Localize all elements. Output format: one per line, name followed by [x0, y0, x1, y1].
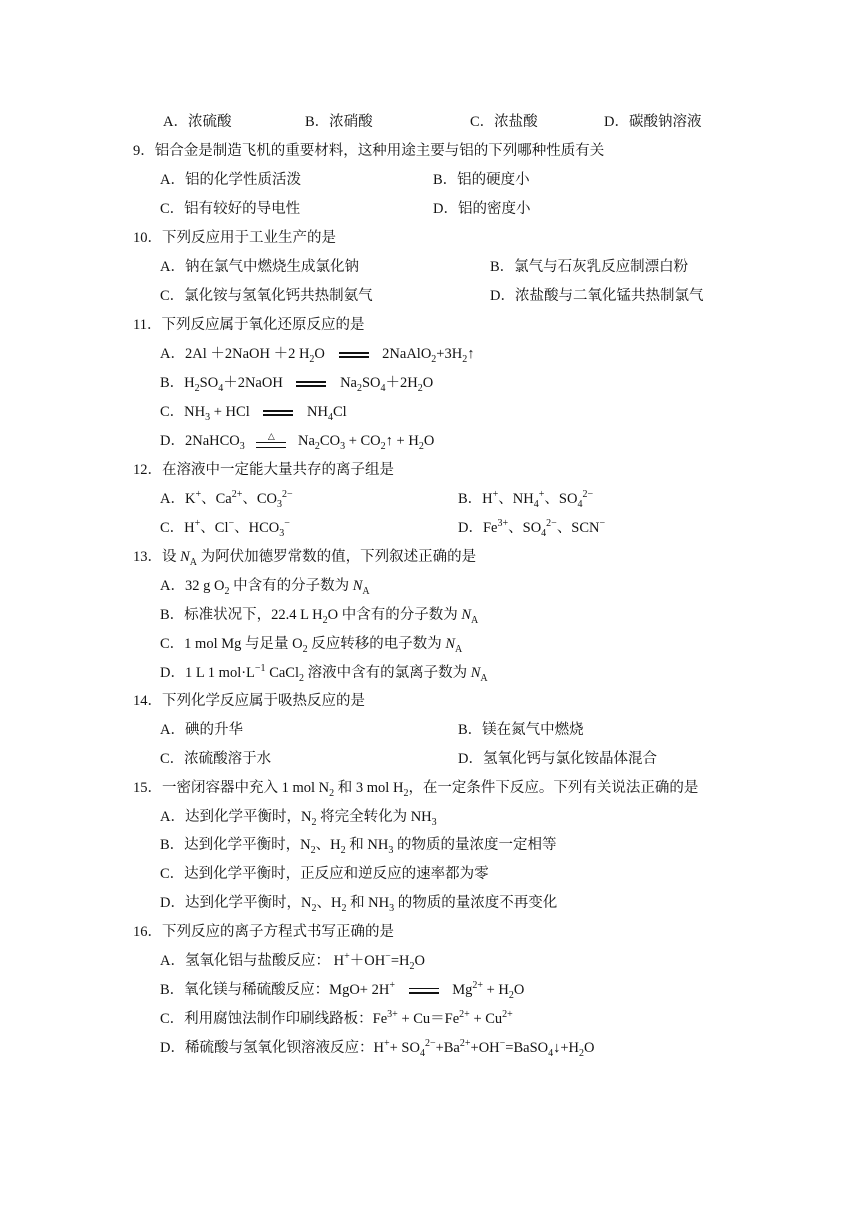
- q13-option-a: A．32 g $O_2$ 中含有的分子数为 $N_A$: [160, 578, 370, 597]
- q14-option-d: D．氢氧化钙与氯化铵晶体混合: [458, 751, 657, 767]
- q12-option-a: A．K+、$Ca^{2+}$、$CO_3^{2-}$: [160, 489, 293, 510]
- q16-option-b: B．氧化镁与稀硫酸反应：MgO+ 2H+ $Mg^{2+} + H_2O$: [160, 980, 525, 1001]
- equals-sign: [296, 380, 326, 388]
- q15-stem: 15．一密闭容器中充入 1 mol $N_2$ 和 3 mol $H_2$，在一定条件下反应。下列有关说法正确的是: [133, 780, 699, 799]
- q8-option-d: D．碳酸钠溶液: [604, 114, 702, 130]
- q8-option-a: A．浓硫酸: [163, 114, 232, 130]
- q8-option-b: B．浓硝酸: [305, 114, 373, 130]
- q16-option-c: C．利用腐蚀法制作印刷线路板：$Fe^{3+} + Cu=Fe^{2+} + Cu^{2+}$: [160, 1009, 513, 1027]
- q12-option-d: D．$Fe^{3+}$、$SO_4^{2-}$、SCN−: [458, 518, 606, 539]
- q9-option-c: C．铝有较好的导电性: [160, 201, 301, 217]
- q11-option-c: C．$NH_3$ + HCl $NH_4Cl$: [160, 404, 347, 423]
- q11-stem: 11．下列反应属于氧化还原反应的是: [133, 317, 365, 333]
- q13-option-b: B．标准状况下，22.4 L $H_2O$ 中含有的分子数为 $N_A$: [160, 607, 479, 626]
- q14-option-c: C．浓硫酸溶于水: [160, 751, 272, 767]
- q16-stem: 16．下列反应的离子方程式书写正确的是: [133, 924, 394, 940]
- q14-stem: 14．下列化学反应属于吸热反应的是: [133, 693, 365, 709]
- q11-option-b: B．$H_2SO_4+2NaOH$ $Na_2SO_4+2H_2O$: [160, 375, 434, 394]
- q16-option-a: A．氢氧化铝与盐酸反应： $H^++OH^-=H_2O$: [160, 951, 425, 972]
- q10-option-b: B．氯气与石灰乳反应制漂白粉: [490, 259, 689, 275]
- equals-sign: [263, 409, 293, 417]
- heating-equals-sign: △: [256, 435, 286, 449]
- q15-option-c: C．达到化学平衡时，正反应和逆反应的速率都为零: [160, 866, 489, 882]
- q15-option-d: D．达到化学平衡时，$N_2$、$H_2$ 和 $NH_3$ 的物质的量浓度不再变化: [160, 895, 558, 914]
- q13-option-d: D．1 L 1 $mol\cdot L^{-1}$ CaCl$_2$ 溶液中含有的氯离子数为 $N_A$: [160, 663, 488, 684]
- q8-option-c: C．浓盐酸: [470, 114, 538, 130]
- q10-option-a: A．钠在氯气中燃烧生成氯化钠: [160, 259, 359, 275]
- q14-option-a: A．碘的升华: [160, 722, 243, 738]
- q16-option-d: D．稀硫酸与氢氧化钡溶液反应：$H^++ SO_4^{2-}+Ba^{2+}+OH^-=BaSO_4↓+H_2O$: [160, 1038, 595, 1059]
- q10-option-c: C．氯化铵与氢氧化钙共热制氨气: [160, 288, 373, 304]
- q15-option-a: A．达到化学平衡时，$N_2$ 将完全转化为 $NH_3$: [160, 809, 437, 828]
- q12-stem: 12．在溶液中一定能大量共存的离子组是: [133, 462, 394, 478]
- equals-sign: [409, 987, 439, 995]
- q13-option-c: C．1 mol Mg 与足量 $O_2$ 反应转移的电子数为 $N_A$: [160, 636, 463, 655]
- q12-option-c: C．H+、Cl−、$HCO_3^-$: [160, 518, 290, 539]
- q9-option-a: A．铝的化学性质活泼: [160, 172, 301, 188]
- q9-option-b: B．铝的硬度小: [433, 172, 530, 188]
- q10-stem: 10．下列反应用于工业生产的是: [133, 230, 336, 246]
- q9-stem: 9．铝合金是制造飞机的重要材料，这种用途主要与铝的下列哪种性质有关: [133, 143, 605, 159]
- q13-stem: 13．设 $N_A$ 为阿伏加德罗常数的值，下列叙述正确的是: [133, 549, 477, 568]
- q11-option-d: D．2NaHCO$_3$ △ $Na_2CO_3$ + $CO_2↑ + H_2O$: [160, 430, 435, 452]
- q14-option-b: B．镁在氮气中燃烧: [458, 722, 584, 738]
- equals-sign: [339, 351, 369, 359]
- q12-option-b: B．H+、$NH_4^+$、$SO_4^{2-}$: [458, 489, 594, 510]
- q11-option-a: A．2Al ＋2NaOH ＋2 $H_2O$ $2NaAlO_2+3H_2↑$: [160, 346, 475, 365]
- q15-option-b: B．达到化学平衡时，$N_2$、$H_2$ 和 $NH_3$ 的物质的量浓度一定相等: [160, 837, 557, 856]
- q9-option-d: D．铝的密度小: [433, 201, 531, 217]
- q10-option-d: D．浓盐酸与二氧化锰共热制氯气: [490, 288, 704, 304]
